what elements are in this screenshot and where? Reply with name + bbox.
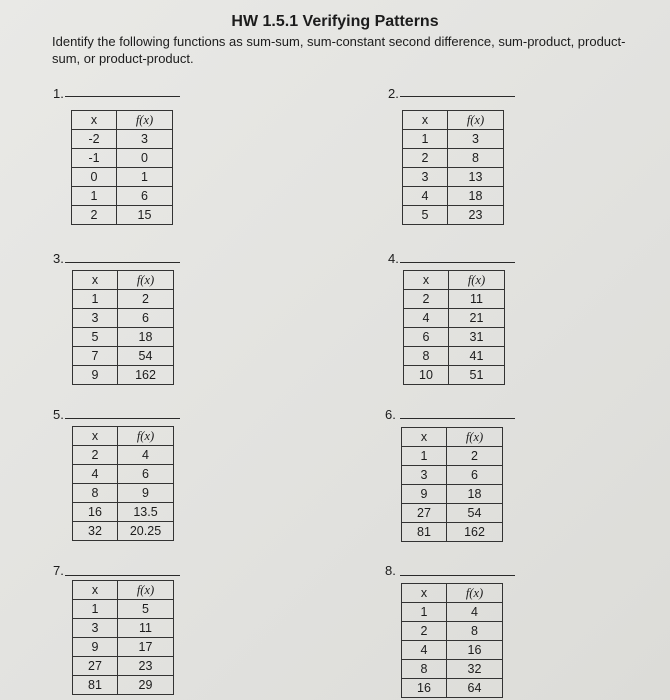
- fx-value: 15: [117, 206, 173, 225]
- x-value: 1: [73, 600, 118, 619]
- table-row: [73, 347, 174, 366]
- table-row: [73, 676, 174, 695]
- problem-1-answer-line[interactable]: [65, 96, 180, 97]
- x-value: 9: [402, 485, 447, 504]
- table-row: [72, 149, 173, 168]
- table-row: [73, 600, 174, 619]
- table-row: [402, 641, 503, 660]
- x-value: 9: [73, 366, 118, 385]
- x-value: 81: [402, 523, 447, 542]
- table-row: [404, 309, 505, 328]
- fx-header: f(x): [118, 427, 174, 446]
- x-header: x: [73, 427, 118, 446]
- table-row: [73, 446, 174, 465]
- fx-value: 162: [118, 366, 174, 385]
- fx-value: 54: [447, 504, 503, 523]
- fx-value: 16: [447, 641, 503, 660]
- x-value: 3: [73, 619, 118, 638]
- x-value: 7: [73, 347, 118, 366]
- instructions: Identify the following functions as sum-sum, sum-constant second difference, sum-product, product-sum, or product-product.: [52, 34, 626, 66]
- x-value: 6: [404, 328, 449, 347]
- problem-4-answer-line[interactable]: [400, 262, 515, 263]
- problem-8-answer-line[interactable]: [400, 575, 515, 576]
- fx-value: 3: [448, 130, 504, 149]
- table-row: [73, 309, 174, 328]
- table-row: [73, 465, 174, 484]
- fx-header: f(x): [118, 271, 174, 290]
- table-row: [72, 168, 173, 187]
- fx-value: 6: [118, 309, 174, 328]
- fx-value: 2: [118, 290, 174, 309]
- problem-7-answer-line[interactable]: [65, 575, 180, 576]
- fx-value: 8: [447, 622, 503, 641]
- table-row: [403, 130, 504, 149]
- problem-7-number: 7.: [53, 563, 64, 578]
- fx-value: 18: [448, 187, 504, 206]
- x-value: 4: [403, 187, 448, 206]
- fx-value: 11: [449, 290, 505, 309]
- problem-1-table: [71, 110, 173, 225]
- problem-5-table: [72, 426, 174, 541]
- x-header: x: [73, 581, 118, 600]
- x-value: 8: [402, 660, 447, 679]
- fx-value: 64: [447, 679, 503, 698]
- problem-6-number: 6.: [385, 407, 396, 422]
- problem-8-number: 8.: [385, 563, 396, 578]
- x-value: 1: [403, 130, 448, 149]
- fx-value: 31: [449, 328, 505, 347]
- fx-value: 1: [117, 168, 173, 187]
- x-value: 1: [73, 290, 118, 309]
- fx-value: 13.5: [118, 503, 174, 522]
- x-value: 0: [72, 168, 117, 187]
- table-row: [73, 290, 174, 309]
- x-value: 2: [72, 206, 117, 225]
- fx-header: f(x): [447, 584, 503, 603]
- x-value: 10: [404, 366, 449, 385]
- fx-header: f(x): [448, 111, 504, 130]
- table-row: [402, 466, 503, 485]
- fx-header: f(x): [447, 428, 503, 447]
- table-row: [73, 522, 174, 541]
- table-row: [403, 187, 504, 206]
- x-header: x: [402, 428, 447, 447]
- x-value: 4: [73, 465, 118, 484]
- table-row: [403, 168, 504, 187]
- x-header: x: [404, 271, 449, 290]
- table-row: [73, 619, 174, 638]
- table-row: [404, 366, 505, 385]
- x-value: 16: [402, 679, 447, 698]
- fx-value: 17: [118, 638, 174, 657]
- x-value: 2: [404, 290, 449, 309]
- table-row: [73, 503, 174, 522]
- table-row: [402, 523, 503, 542]
- fx-value: 3: [117, 130, 173, 149]
- problem-5-number: 5.: [53, 407, 64, 422]
- table-row: [402, 485, 503, 504]
- x-value: 8: [73, 484, 118, 503]
- problem-3-number: 3.: [53, 251, 64, 266]
- x-value: 5: [403, 206, 448, 225]
- x-value: 1: [402, 603, 447, 622]
- fx-value: 18: [118, 328, 174, 347]
- problem-3-answer-line[interactable]: [65, 262, 180, 263]
- fx-value: 21: [449, 309, 505, 328]
- table-row: [402, 504, 503, 523]
- x-value: 27: [402, 504, 447, 523]
- fx-value: 18: [447, 485, 503, 504]
- fx-value: 11: [118, 619, 174, 638]
- problem-2-number: 2.: [388, 86, 399, 101]
- table-row: [73, 328, 174, 347]
- x-value: -1: [72, 149, 117, 168]
- table-row: [403, 149, 504, 168]
- fx-value: 6: [118, 465, 174, 484]
- problem-5-answer-line[interactable]: [65, 418, 180, 419]
- x-value: 2: [403, 149, 448, 168]
- table-row: [402, 622, 503, 641]
- problem-6-table: [401, 427, 503, 542]
- x-value: 32: [73, 522, 118, 541]
- x-value: 8: [404, 347, 449, 366]
- x-value: 4: [402, 641, 447, 660]
- table-row: [73, 484, 174, 503]
- fx-value: 9: [118, 484, 174, 503]
- x-value: -2: [72, 130, 117, 149]
- table-row: [402, 679, 503, 698]
- fx-value: 0: [117, 149, 173, 168]
- x-value: 2: [402, 622, 447, 641]
- x-value: 81: [73, 676, 118, 695]
- problem-4-table: [403, 270, 505, 385]
- problem-3-table: [72, 270, 174, 385]
- table-row: [402, 447, 503, 466]
- table-row: [73, 366, 174, 385]
- fx-value: 4: [447, 603, 503, 622]
- problem-2-table: [402, 110, 504, 225]
- fx-value: 5: [118, 600, 174, 619]
- table-row: [404, 290, 505, 309]
- x-header: x: [402, 584, 447, 603]
- x-value: 3: [402, 466, 447, 485]
- x-value: 3: [73, 309, 118, 328]
- table-row: [402, 603, 503, 622]
- problem-7-table: [72, 580, 174, 695]
- table-row: [72, 130, 173, 149]
- fx-value: 6: [447, 466, 503, 485]
- x-header: x: [72, 111, 117, 130]
- problem-1-number: 1.: [53, 86, 64, 101]
- table-row: [73, 638, 174, 657]
- fx-value: 20.25: [118, 522, 174, 541]
- x-value: 4: [404, 309, 449, 328]
- x-value: 3: [403, 168, 448, 187]
- problem-2-answer-line[interactable]: [400, 96, 515, 97]
- table-row: [402, 660, 503, 679]
- fx-value: 54: [118, 347, 174, 366]
- fx-value: 13: [448, 168, 504, 187]
- table-row: [72, 206, 173, 225]
- page-title: HW 1.5.1 Verifying Patterns: [231, 13, 439, 30]
- table-row: [72, 187, 173, 206]
- fx-header: f(x): [117, 111, 173, 130]
- x-value: 1: [402, 447, 447, 466]
- fx-value: 4: [118, 446, 174, 465]
- x-header: x: [403, 111, 448, 130]
- fx-value: 51: [449, 366, 505, 385]
- fx-value: 8: [448, 149, 504, 168]
- fx-value: 23: [118, 657, 174, 676]
- table-row: [404, 328, 505, 347]
- x-value: 5: [73, 328, 118, 347]
- fx-value: 6: [117, 187, 173, 206]
- fx-header: f(x): [449, 271, 505, 290]
- fx-value: 29: [118, 676, 174, 695]
- table-row: [404, 347, 505, 366]
- problem-4-number: 4.: [388, 251, 399, 266]
- table-row: [403, 206, 504, 225]
- x-value: 27: [73, 657, 118, 676]
- fx-value: 41: [449, 347, 505, 366]
- fx-value: 32: [447, 660, 503, 679]
- fx-header: f(x): [118, 581, 174, 600]
- problem-6-answer-line[interactable]: [400, 418, 515, 419]
- table-row: [73, 657, 174, 676]
- x-value: 16: [73, 503, 118, 522]
- x-value: 2: [73, 446, 118, 465]
- x-value: 1: [72, 187, 117, 206]
- fx-value: 162: [447, 523, 503, 542]
- x-header: x: [73, 271, 118, 290]
- fx-value: 2: [447, 447, 503, 466]
- fx-value: 23: [448, 206, 504, 225]
- x-value: 9: [73, 638, 118, 657]
- problem-8-table: [401, 583, 503, 698]
